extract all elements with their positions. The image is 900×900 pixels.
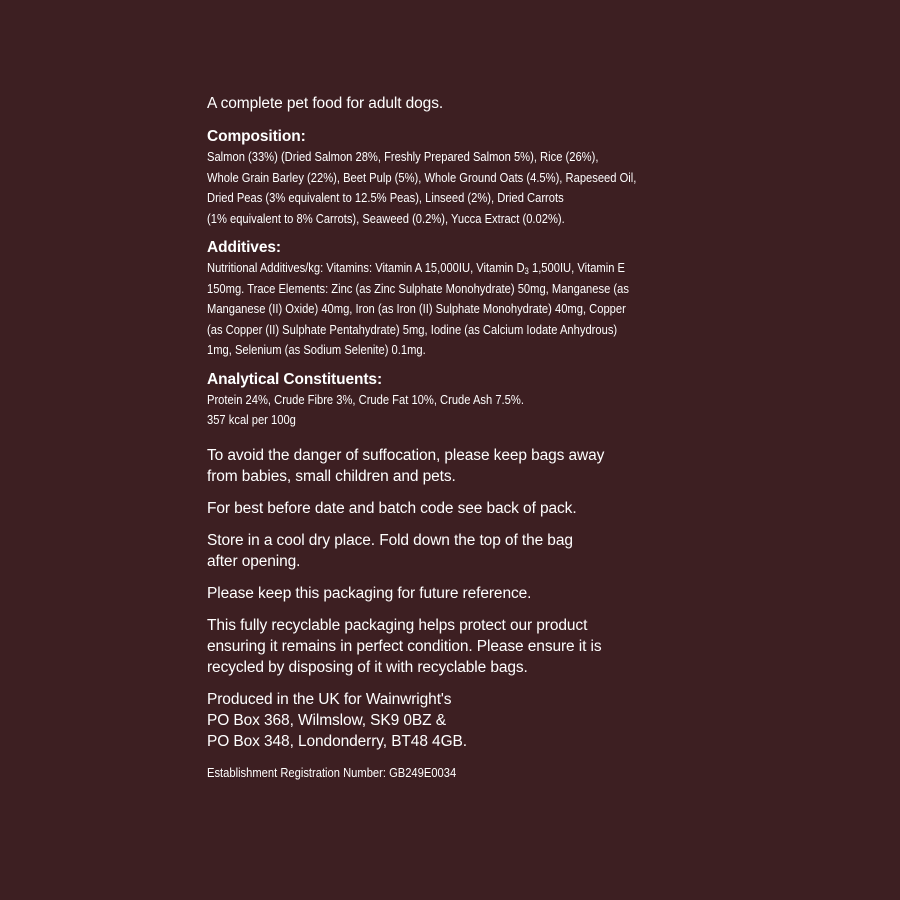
registration-number: Establishment Registration Number: GB249E0034 — [207, 764, 457, 780]
composition-line: (1% equivalent to 8% Carrots), Seaweed (0.2%), Yucca Extract (0.02%). — [207, 210, 565, 226]
producer-address — [207, 689, 707, 752]
pet-food-label — [207, 94, 707, 783]
composition-line: Salmon (33%) (Dried Salmon 28%, Freshly Prepared Salmon 5%), Rice (26%), — [207, 149, 599, 164]
recyclable-line: ensuring it remains in perfect condition. Please ensure it is — [207, 637, 602, 655]
additives-line: 150mg. Trace Elements: Zinc (as Zinc Sulphate Monohydrate) 50mg, Manganese (as — [207, 280, 629, 296]
additives-line: Manganese (II) Oxide) 40mg, Iron (as Iron (II) Sulphate Monohydrate) 40mg, Copper — [207, 301, 626, 316]
analytical-heading: Analytical Constituents: — [207, 370, 383, 388]
composition-line: Dried Peas (3% equivalent to 12.5% Peas), Linseed (2%), Dried Carrots — [207, 190, 564, 205]
producer-line: PO Box 368, Wilmslow, SK9 0BZ & — [207, 711, 446, 729]
additives-line1-prefix: Nutritional Additives/kg: Vitamins: Vitamin A 15,000IU, Vitamin D — [207, 260, 525, 275]
additives-line1-suffix: 1,500IU, Vitamin E — [528, 260, 625, 275]
storage-line: after opening. — [207, 552, 301, 570]
analytical-line: 357 kcal per 100g — [207, 412, 296, 427]
intro-text: A complete pet food for adult dogs. — [207, 95, 444, 112]
additives-line: 1mg, Selenium (as Sodium Selenite) 0.1mg. — [207, 342, 426, 357]
keep-packaging-line: Please keep this packaging for future reference. — [207, 584, 532, 602]
recyclable-line: recycled by disposing of it with recyclable bags. — [207, 658, 528, 676]
suffocation-line: To avoid the danger of suffocation, please keep bags away — [207, 446, 605, 464]
analytical-section — [207, 371, 707, 431]
additives-text — [207, 258, 706, 361]
best-before-line: For best before date and batch code see back of pack. — [207, 499, 577, 517]
additives-heading: Additives: — [207, 239, 281, 256]
storage-instructions — [207, 530, 707, 572]
additives-section — [207, 239, 707, 361]
analytical-text — [207, 390, 706, 431]
recyclable-note — [207, 615, 707, 678]
storage-line: Store in a cool dry place. Fold down the top of the bag — [207, 531, 573, 549]
producer-line: Produced in the UK for Wainwright's — [207, 690, 452, 708]
additives-line — [207, 258, 706, 279]
suffocation-warning — [207, 445, 707, 487]
suffocation-line: from babies, small children and pets. — [207, 467, 456, 485]
best-before-note — [207, 498, 707, 519]
composition-line: Whole Grain Barley (22%), Beet Pulp (5%), Whole Ground Oats (4.5%), Rapeseed Oil, — [207, 169, 637, 185]
vitamin-d-subscript: 3 — [524, 266, 529, 276]
analytical-line: Protein 24%, Crude Fibre 3%, Crude Fat 10%, Crude Ash 7.5%. — [207, 391, 524, 407]
additives-line: (as Copper (II) Sulphate Pentahydrate) 5mg, Iodine (as Calcium Iodate Anhydrous) — [207, 321, 618, 337]
keep-packaging-note — [207, 583, 707, 604]
recyclable-line: This fully recyclable packaging helps protect our product — [207, 616, 588, 634]
composition-heading: Composition: — [207, 128, 306, 145]
composition-section — [207, 128, 707, 229]
producer-line: PO Box 348, Londonderry, BT48 4GB. — [207, 732, 467, 750]
composition-text — [207, 147, 706, 229]
